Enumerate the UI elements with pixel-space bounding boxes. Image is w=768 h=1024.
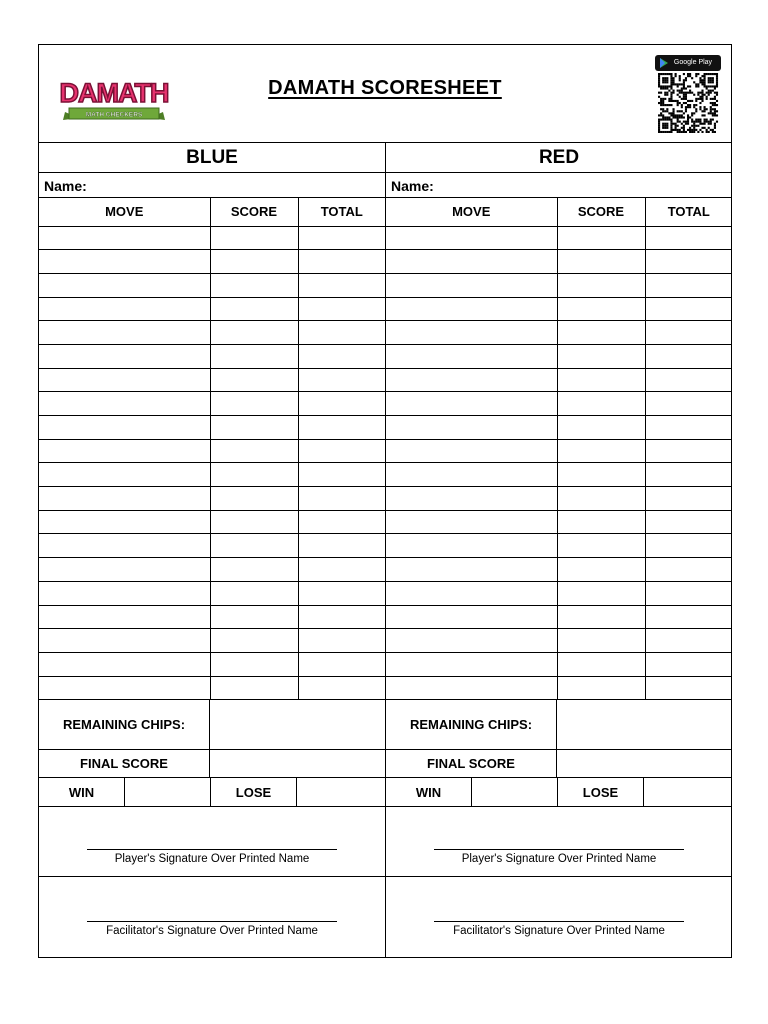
move-row	[39, 558, 385, 582]
total-cell[interactable]	[645, 273, 732, 297]
move-row	[386, 463, 732, 487]
move-row	[39, 321, 385, 345]
move-cell[interactable]	[39, 297, 210, 321]
total-cell[interactable]	[298, 581, 385, 605]
move-cell[interactable]	[386, 392, 557, 416]
move-row	[39, 534, 385, 558]
score-cell[interactable]	[210, 676, 298, 700]
total-cell[interactable]	[298, 226, 385, 250]
total-cell[interactable]	[645, 534, 732, 558]
scoresheet	[38, 44, 732, 958]
lose-label: LOSE	[558, 778, 644, 806]
final-score-label: FINAL SCORE	[39, 750, 210, 777]
total-cell[interactable]	[298, 321, 385, 345]
total-cell[interactable]	[298, 392, 385, 416]
move-cell[interactable]	[386, 676, 557, 700]
move-row	[386, 321, 732, 345]
remaining-chips-row	[386, 700, 732, 750]
signature-line	[87, 849, 337, 850]
red-column	[386, 142, 732, 957]
sheet-header	[39, 45, 731, 143]
move-cell[interactable]	[39, 463, 210, 487]
score-cell[interactable]	[557, 676, 645, 700]
move-cell[interactable]	[386, 652, 557, 676]
final-score-field[interactable]	[210, 750, 385, 777]
column-header-total: TOTAL	[645, 198, 732, 226]
move-row	[39, 463, 385, 487]
win-lose-row	[386, 778, 732, 807]
move-row	[39, 297, 385, 321]
score-cell[interactable]	[210, 534, 298, 558]
remaining-chips-field[interactable]	[210, 700, 385, 749]
move-cell[interactable]	[39, 368, 210, 392]
total-cell[interactable]	[298, 416, 385, 440]
score-cell[interactable]	[557, 392, 645, 416]
signature-line	[434, 921, 684, 922]
player-signature-box[interactable]	[39, 807, 385, 877]
move-cell[interactable]	[386, 463, 557, 487]
blue-column	[39, 142, 386, 957]
signature-line	[434, 849, 684, 850]
move-row	[386, 439, 732, 463]
column-header-score: SCORE	[210, 198, 298, 226]
move-cell[interactable]	[39, 605, 210, 629]
move-row	[386, 487, 732, 511]
win-lose-row	[39, 778, 385, 807]
move-row	[386, 510, 732, 534]
total-cell[interactable]	[645, 487, 732, 511]
score-cell[interactable]	[557, 226, 645, 250]
score-cell[interactable]	[210, 605, 298, 629]
move-cell[interactable]	[39, 416, 210, 440]
score-cell[interactable]	[557, 487, 645, 511]
total-cell[interactable]	[298, 534, 385, 558]
score-cell[interactable]	[210, 297, 298, 321]
move-row	[386, 226, 732, 250]
score-cell[interactable]	[210, 463, 298, 487]
score-cell[interactable]	[210, 392, 298, 416]
move-cell[interactable]	[386, 605, 557, 629]
remaining-chips-field[interactable]	[557, 700, 732, 749]
total-cell[interactable]	[645, 297, 732, 321]
total-cell[interactable]	[298, 629, 385, 653]
table-header-row	[39, 198, 385, 226]
score-cell[interactable]	[557, 558, 645, 582]
move-cell[interactable]	[386, 321, 557, 345]
total-cell[interactable]	[645, 368, 732, 392]
google-play-qr[interactable]	[655, 55, 721, 133]
score-cell[interactable]	[557, 321, 645, 345]
table-header-row	[386, 198, 732, 226]
page-title: DAMATH SCORESHEET	[268, 77, 502, 99]
move-row	[39, 273, 385, 297]
move-row	[386, 250, 732, 274]
final-score-field[interactable]	[557, 750, 732, 777]
total-cell[interactable]	[645, 510, 732, 534]
score-cell[interactable]	[557, 297, 645, 321]
total-cell[interactable]	[645, 226, 732, 250]
final-score-row	[39, 750, 385, 778]
move-cell[interactable]	[39, 344, 210, 368]
score-cell[interactable]	[557, 463, 645, 487]
badge-label: Google Play	[673, 59, 713, 66]
side-heading: RED	[386, 142, 732, 173]
move-row	[386, 368, 732, 392]
player-signature-label: Player's Signature Over Printed Name	[461, 853, 657, 866]
score-cell[interactable]	[557, 629, 645, 653]
score-cell[interactable]	[210, 416, 298, 440]
score-cell[interactable]	[210, 250, 298, 274]
move-row	[386, 581, 732, 605]
move-row	[39, 629, 385, 653]
move-row	[39, 344, 385, 368]
move-row	[386, 273, 732, 297]
score-cell[interactable]	[210, 344, 298, 368]
total-cell[interactable]	[645, 321, 732, 345]
move-row	[39, 605, 385, 629]
score-cell[interactable]	[557, 581, 645, 605]
move-row	[386, 344, 732, 368]
score-cell[interactable]	[557, 273, 645, 297]
svg-text:MATH CHECKERS: MATH CHECKERS	[85, 111, 143, 119]
svg-text:DAMATH: DAMATH	[59, 78, 169, 108]
move-row	[39, 368, 385, 392]
win-label: WIN	[39, 778, 125, 806]
remaining-chips-label: REMAINING CHIPS:	[39, 700, 210, 749]
move-cell[interactable]	[386, 510, 557, 534]
move-cell[interactable]	[386, 581, 557, 605]
final-score-label: FINAL SCORE	[386, 750, 557, 777]
facilitator-signature-label: Facilitator's Signature Over Printed Name	[106, 925, 318, 938]
move-cell[interactable]	[39, 250, 210, 274]
score-cell[interactable]	[210, 510, 298, 534]
total-cell[interactable]	[298, 344, 385, 368]
move-row	[386, 416, 732, 440]
qr-code-icon	[655, 73, 721, 133]
signature-line	[87, 921, 337, 922]
summary-section	[386, 700, 732, 959]
remaining-chips-row	[39, 700, 385, 750]
facilitator-signature-label: Facilitator's Signature Over Printed Name	[453, 925, 665, 938]
score-cell[interactable]	[557, 534, 645, 558]
move-cell[interactable]	[39, 321, 210, 345]
score-cell[interactable]	[557, 652, 645, 676]
move-cell[interactable]	[39, 510, 210, 534]
move-cell[interactable]	[386, 344, 557, 368]
total-cell[interactable]	[298, 463, 385, 487]
move-row	[386, 558, 732, 582]
total-cell[interactable]	[298, 368, 385, 392]
move-cell[interactable]	[39, 581, 210, 605]
move-row	[39, 226, 385, 250]
score-cell[interactable]	[557, 439, 645, 463]
score-cell[interactable]	[557, 344, 645, 368]
score-cell[interactable]	[557, 250, 645, 274]
player-signature-box[interactable]	[386, 807, 732, 877]
total-cell[interactable]	[645, 250, 732, 274]
score-cell[interactable]	[210, 226, 298, 250]
moves-table	[39, 198, 385, 700]
move-cell[interactable]	[39, 558, 210, 582]
score-cell[interactable]	[210, 581, 298, 605]
lose-field[interactable]	[644, 778, 732, 806]
player-signature-label: Player's Signature Over Printed Name	[114, 853, 310, 866]
total-cell[interactable]	[645, 652, 732, 676]
move-cell[interactable]	[39, 534, 210, 558]
total-cell[interactable]	[645, 558, 732, 582]
moves-table	[386, 198, 732, 700]
total-cell[interactable]	[645, 581, 732, 605]
move-row	[39, 487, 385, 511]
lose-label: LOSE	[211, 778, 297, 806]
move-row	[386, 652, 732, 676]
move-cell[interactable]	[39, 652, 210, 676]
total-cell[interactable]	[645, 439, 732, 463]
facilitator-signature-box[interactable]	[39, 877, 385, 959]
summary-section	[39, 700, 385, 959]
score-cell[interactable]	[557, 605, 645, 629]
lose-field[interactable]	[297, 778, 385, 806]
move-cell[interactable]	[386, 226, 557, 250]
move-row	[386, 629, 732, 653]
move-cell[interactable]	[386, 368, 557, 392]
move-cell[interactable]	[386, 416, 557, 440]
move-row	[39, 416, 385, 440]
score-cell[interactable]	[210, 629, 298, 653]
move-cell[interactable]	[39, 392, 210, 416]
total-cell[interactable]	[645, 392, 732, 416]
move-cell[interactable]	[39, 439, 210, 463]
total-cell[interactable]	[298, 558, 385, 582]
name-field[interactable]: Name:	[386, 173, 732, 198]
final-score-row	[386, 750, 732, 778]
total-cell[interactable]	[298, 652, 385, 676]
google-play-badge[interactable]	[655, 55, 721, 71]
score-cell[interactable]	[210, 558, 298, 582]
remaining-chips-label: REMAINING CHIPS:	[386, 700, 557, 749]
move-row	[39, 510, 385, 534]
score-cell[interactable]	[210, 652, 298, 676]
total-cell[interactable]	[298, 676, 385, 700]
move-cell[interactable]	[386, 273, 557, 297]
total-cell[interactable]	[298, 297, 385, 321]
total-cell[interactable]	[298, 250, 385, 274]
total-cell[interactable]	[298, 439, 385, 463]
move-row	[386, 392, 732, 416]
score-cell[interactable]	[210, 273, 298, 297]
column-header-score: SCORE	[557, 198, 645, 226]
total-cell[interactable]	[298, 487, 385, 511]
move-cell[interactable]	[39, 487, 210, 511]
win-field[interactable]	[472, 778, 558, 806]
move-cell[interactable]	[386, 297, 557, 321]
move-row	[386, 534, 732, 558]
move-row	[386, 676, 732, 700]
move-row	[39, 581, 385, 605]
total-cell[interactable]	[645, 416, 732, 440]
move-cell[interactable]	[386, 629, 557, 653]
score-cell[interactable]	[210, 368, 298, 392]
total-cell[interactable]	[298, 605, 385, 629]
move-row	[39, 652, 385, 676]
play-store-icon	[660, 58, 668, 68]
move-cell[interactable]	[39, 273, 210, 297]
column-header-total: TOTAL	[298, 198, 385, 226]
column-header-move: MOVE	[39, 198, 210, 226]
name-field[interactable]: Name:	[39, 173, 385, 198]
total-cell[interactable]	[645, 676, 732, 700]
score-cell[interactable]	[210, 439, 298, 463]
move-cell[interactable]	[386, 558, 557, 582]
move-row	[386, 297, 732, 321]
win-field[interactable]	[125, 778, 211, 806]
total-cell[interactable]	[645, 463, 732, 487]
side-heading: BLUE	[39, 142, 385, 173]
move-cell[interactable]	[39, 226, 210, 250]
move-cell[interactable]	[39, 629, 210, 653]
total-cell[interactable]	[645, 344, 732, 368]
column-header-move: MOVE	[386, 198, 557, 226]
facilitator-signature-box[interactable]	[386, 877, 732, 959]
total-cell[interactable]	[645, 629, 732, 653]
total-cell[interactable]	[645, 605, 732, 629]
win-label: WIN	[386, 778, 472, 806]
move-row	[39, 676, 385, 700]
move-cell[interactable]	[386, 439, 557, 463]
move-cell[interactable]	[386, 534, 557, 558]
move-cell[interactable]	[386, 487, 557, 511]
move-cell[interactable]	[39, 676, 210, 700]
total-cell[interactable]	[298, 273, 385, 297]
score-cell[interactable]	[557, 510, 645, 534]
score-cell[interactable]	[557, 416, 645, 440]
score-cell[interactable]	[557, 368, 645, 392]
total-cell[interactable]	[298, 510, 385, 534]
move-row	[39, 250, 385, 274]
move-row	[39, 392, 385, 416]
move-row	[39, 439, 385, 463]
score-cell[interactable]	[210, 487, 298, 511]
score-cell[interactable]	[210, 321, 298, 345]
move-cell[interactable]	[386, 250, 557, 274]
move-row	[386, 605, 732, 629]
